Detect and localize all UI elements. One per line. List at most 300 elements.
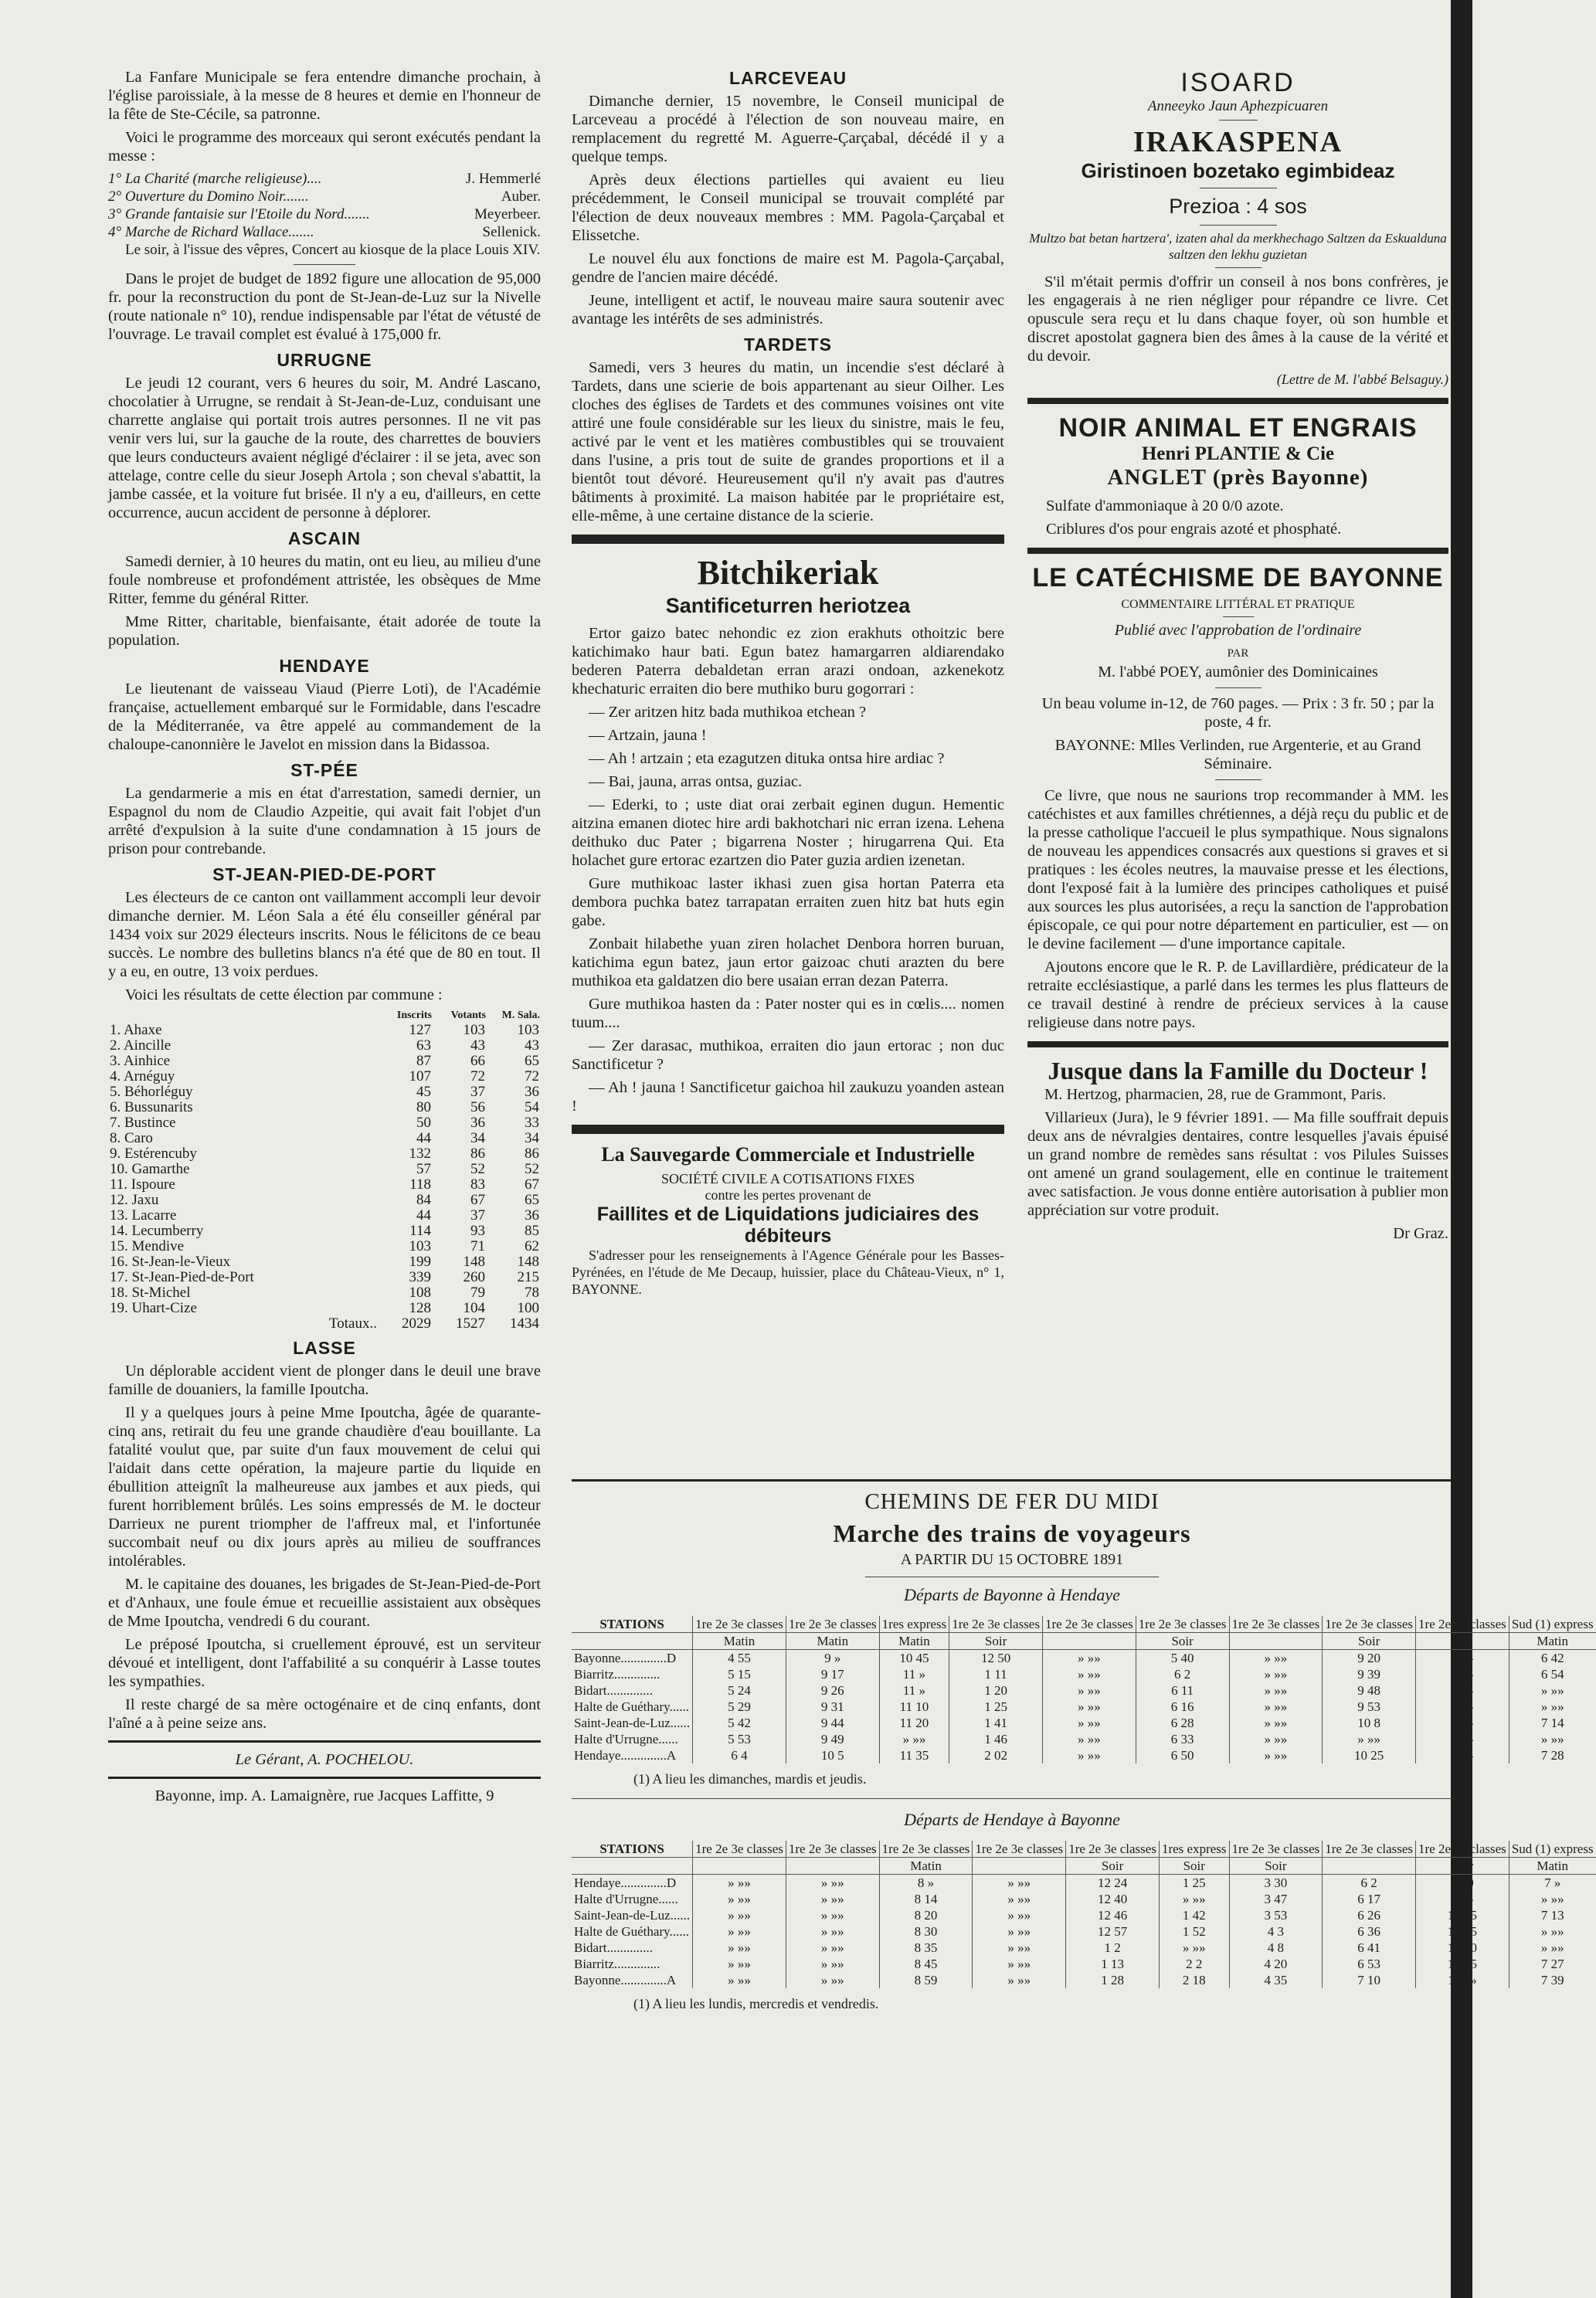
departure-time: 8 14	[879, 1891, 973, 1907]
heading-hendaye: HENDAYE	[279, 656, 370, 676]
departure-time: 6 4	[693, 1747, 786, 1763]
vote-count: 56	[470, 1099, 485, 1115]
larceveau-paragraph: Le nouvel élu aux fonctions de maire est M. Pagola-Çarçabal, gendre de l'ancien maire décédé.	[572, 250, 1004, 286]
story-paragraph: — Bai, jauna, arras ontsa, guziac.	[589, 773, 803, 790]
departure-time: » »»	[1042, 1699, 1136, 1715]
plantie-heading: Henri PLANTIE & Cie	[1141, 443, 1335, 464]
station-name: Halte de Guéthary......	[574, 1699, 690, 1714]
departure-time: 9 17	[786, 1666, 879, 1682]
departure-time: 7 14	[1509, 1715, 1595, 1731]
vote-count: 43	[470, 1037, 485, 1054]
vote-count: 84	[416, 1192, 431, 1208]
departure-time: 6 53	[1323, 1956, 1416, 1972]
departure-time: » »»	[1416, 1666, 1509, 1682]
departure-time: » »»	[693, 1907, 786, 1923]
departure-time: 5 29	[693, 1699, 786, 1715]
departure-time: » »»	[973, 1907, 1066, 1923]
hertzog-paragraph: Villarieux (Jura), le 9 février 1891. — Ma fille souffrait depuis deux ans de névralgies dentaires, contre lesquelles j'avais épuisé un grand nombre de remèdes sans résultat : vos Pilules Suisses ont amené un grand soulagement, elle en continue le traitement avec satisfaction. Je vous donne entière autorisation à publier mon appréciation sur votre produit.	[1027, 1109, 1448, 1219]
departure-time: » »»	[1229, 1715, 1323, 1731]
vote-count: 66	[470, 1053, 485, 1069]
departure-time: » »»	[973, 1891, 1066, 1907]
budget-paragraph: Dans le projet de budget de 1892 figure une allocation de 95,000 fr. pour la reconstruction du pont de St-Jean-de-Luz sur la Nivelle (route nationale n° 10), rendue indispensable par l'état de vétusté de l'ouvrage. Le travail complet est évalué à 175,000 fr.	[108, 270, 541, 343]
vote-count: 103	[463, 1022, 485, 1038]
departure-time: » »»	[1323, 1731, 1416, 1747]
footnote: (1) A lieu les dimanches, mardis et jeudis.	[633, 1771, 867, 1787]
commune-name: 7. Bustince	[110, 1115, 176, 1131]
schedule-period: Matin	[693, 1633, 786, 1650]
departure-time: 2 2	[1159, 1956, 1229, 1972]
departure-time: 1 46	[949, 1731, 1043, 1747]
commune-name: 16. St-Jean-le-Vieux	[110, 1254, 231, 1270]
departure-time: » »»	[1229, 1699, 1323, 1715]
vote-count: 199	[409, 1254, 431, 1270]
departure-time: 5 24	[693, 1682, 786, 1699]
trains-title: CHEMINS DE FER DU MIDI	[864, 1489, 1160, 1514]
schedule-header: 1re 2e 3e classes	[1416, 1841, 1509, 1858]
lasse-paragraph: M. le capitaine des douanes, les brigades de St-Jean-Pied-de-Port et d'Anhaux, une foule émue et recueillie assistaient aux obsèques de Mme Ipoutcha, vendredi 6 du courant.	[108, 1576, 541, 1630]
schedule-period: Matin	[879, 1633, 949, 1650]
schedule-period	[786, 1858, 879, 1875]
par-line: PAR	[1227, 647, 1249, 660]
divider	[572, 1125, 1004, 1134]
schedule-row	[572, 1956, 1596, 1972]
story-paragraph: — Artzain, jauna !	[589, 727, 707, 744]
departure-time: 6 41	[1323, 1940, 1416, 1956]
bitchikeriak-subtitle: Santificeturren heriotzea	[665, 594, 911, 617]
commune-name: 13. Lacarre	[110, 1207, 177, 1224]
vote-count: 87	[416, 1053, 431, 1069]
departure-time: 7 28	[1509, 1747, 1595, 1763]
station-name: Halte d'Urrugne......	[574, 1892, 678, 1906]
bayonne-vente-line: BAYONNE: Mlles Verlinden, rue Argenterie, et au Grand Séminaire.	[1054, 737, 1421, 772]
vote-count: 36	[525, 1084, 539, 1100]
catechisme-paragraph: Ce livre, que nous ne saurions trop recommander à MM. les catéchistes et aux familles chrétiennes, a déjà reçu du public et de la presse catholique l'accueil le plus sympathique. Nous signalons de nouveau les appendices consacrés aux questions si graves et si pratiques : les écoles neutres, la mauvaise presse et les élections, dont l'exposé fait à la lumière des principes catholiques et puisé aux sources les plus autorisées, a reçu la sanction de l'approbation épiscopale, ce qui pour notre département en particulier, est — on le devine facilement — d'une importance capitale.	[1027, 787, 1448, 952]
departure-time: » »»	[1042, 1666, 1136, 1682]
departure-time: » »»	[693, 1940, 786, 1956]
departure-time: 10 25	[1416, 1923, 1509, 1940]
schedule-header: 1re 2e 3e classes	[1229, 1841, 1323, 1858]
graz-signature: Dr Graz.	[1393, 1225, 1448, 1242]
departure-time: » »»	[1042, 1682, 1136, 1699]
departure-time: 9 »	[786, 1650, 879, 1667]
departure-time: 1 25	[1159, 1875, 1229, 1892]
vote-count: 128	[409, 1300, 431, 1316]
schedule-header: 1re 2e 3e classes	[1323, 1841, 1416, 1858]
vote-count: 148	[463, 1254, 485, 1270]
schedule-header: 1re 2e 3e classes	[1229, 1616, 1323, 1633]
departures-bayonne-table	[572, 1616, 1596, 1763]
departure-time: 1 52	[1159, 1923, 1229, 1940]
programme-item: 2° Ouverture du Domino Noir....... Auber.	[108, 188, 541, 205]
station-name: Saint-Jean-de-Luz......	[574, 1908, 691, 1923]
catechisme-subtitle: COMMENTAIRE LITTÉRAL ET PRATIQUE	[1121, 598, 1355, 611]
concert-note: Le soir, à l'issue des vêpres, Concert au kiosque de la place Louis XIV.	[125, 242, 541, 258]
schedule-period: Soir	[949, 1633, 1043, 1650]
departure-time: » »»	[693, 1923, 786, 1940]
departure-time: 7 39	[1509, 1972, 1595, 1988]
schedule-row	[572, 1747, 1596, 1763]
commune-name: 6. Bussunarits	[110, 1099, 193, 1115]
story-paragraph: — Zer darasac, muthikoa, erraiten dio jaun ertorac ; non duc Sanctificetur ?	[572, 1037, 1004, 1073]
departure-time: 8 20	[879, 1907, 973, 1923]
catechisme-paragraph: Ajoutons encore que le R. P. de Lavillardière, prédicateur de la retraite ecclésiastique, a parlé dans les termes les plus flatteurs de ce travail destiné à rendre de précieux services à la cause religieuse dans notre pays.	[1027, 959, 1448, 1031]
departure-time: 6 11	[1136, 1682, 1229, 1699]
departure-time: » »»	[1229, 1731, 1323, 1747]
lasse-paragraph: Un déplorable accident vient de plonger dans le deuil une brave famille de douaniers, la famille Ipoutcha.	[108, 1363, 541, 1398]
departure-time: 10 30	[1416, 1940, 1509, 1956]
station-name: Halte de Guéthary......	[574, 1924, 690, 1939]
column-left	[108, 68, 541, 1810]
schedule-header: Sud (1) express	[1509, 1616, 1595, 1633]
st-jean-paragraph: Voici les résultats de cette élection par commune :	[125, 986, 443, 1003]
departure-time: 12 40	[1066, 1891, 1160, 1907]
divider	[572, 1479, 1452, 1482]
departure-time: 9 50	[1416, 1875, 1509, 1892]
departure-time: 12 57	[1066, 1923, 1160, 1940]
schedule-row	[572, 1650, 1596, 1667]
departure-time: 7 27	[1509, 1956, 1595, 1972]
departure-time: 9 49	[786, 1731, 879, 1747]
story-paragraph: — Ederki, to ; uste diat orai zerbait eginen dugun. Hementic aitzina emanen diotec hire ardi bakhotchari nic erran izena. Lehena deithuko duc Pater ; bigarrena Noster ; hirugarrena Qui. Eta holachet gure ertorac ezartzen dio Pater guzia ardien izenetan.	[572, 796, 1004, 869]
commune-name: 8. Caro	[110, 1130, 153, 1146]
programme-item: 1° La Charité (marche religieuse).... J. Hemmerlé	[108, 171, 541, 187]
departure-time: » »»	[786, 1875, 879, 1892]
vote-count: 36	[525, 1207, 539, 1224]
vote-count: 260	[463, 1269, 485, 1285]
schedule-period	[572, 1633, 693, 1650]
vote-count: 107	[409, 1068, 431, 1085]
votes-row	[108, 1177, 541, 1193]
criblures-line: Criblures d'os pour engrais azoté et phosphaté.	[1046, 521, 1342, 538]
multzo-note: Multzo bat betan hartzera', izaten ahal da merkhechago Saltzen da Eskualduna saltzen den lekhu guzietan	[1029, 231, 1447, 262]
heading-tardets: TARDETS	[744, 334, 832, 355]
commune-name: 12. Jaxu	[110, 1192, 159, 1208]
schedule-header: 1re 2e 3e classes	[1066, 1841, 1160, 1858]
departure-time: 5 42	[693, 1715, 786, 1731]
commune-name: 19. Uhart-Cize	[110, 1300, 197, 1316]
divider	[1219, 120, 1258, 121]
sauvegarde-subtitle: SOCIÉTÉ CIVILE A COTISATIONS FIXES	[660, 1171, 915, 1186]
sauvegarde-headline: Faillites et de Liquidations judiciaires des débiteurs	[596, 1203, 980, 1247]
vote-count: 34	[525, 1130, 539, 1146]
votes-row	[108, 1023, 541, 1038]
vote-count: 71	[470, 1238, 485, 1254]
commune-name: 17. St-Jean-Pied-de-Port	[110, 1269, 254, 1285]
votes-row	[108, 1069, 541, 1085]
departure-time: 6 42	[1509, 1650, 1595, 1667]
departure-time: 11 »	[879, 1666, 949, 1682]
departure-time: 11 »»	[1416, 1972, 1509, 1988]
urrugne-paragraph: Le jeudi 12 courant, vers 6 heures du soir, M. André Lascano, chocolatier à Urrugne, se rendait à St-Jean-de-Luz, conduisant une charrette anglaise qui portait trois autres personnes. Il ne vit pas venir vers lui, sur la gauche de la route, des charrettes de bouviers que leurs conducteurs avaient négligé d'éclairer : il se jeta, avec son attelage, contre celle du sieur Joseph Artola ; son cheval s'abattit, la jambe cassée, et la voiture fut brisée. Il n'y a eu, d'ailleurs, en cette occurrence, aucun accident de personne à déplorer.	[108, 375, 541, 521]
lettre-signature: (Lettre de M. l'abbé Belsaguy.)	[1276, 372, 1448, 387]
commune-name: 1. Ahaxe	[110, 1022, 162, 1038]
departure-time: 1 2	[1066, 1940, 1160, 1956]
heading-larceveau: LARCEVEAU	[728, 68, 847, 88]
votes-row	[108, 1285, 541, 1301]
departure-time: » »»	[973, 1875, 1066, 1892]
vote-count: 43	[525, 1037, 539, 1054]
votes-header: M. Sala.	[501, 1010, 540, 1021]
station-name: Bidart..............	[574, 1940, 653, 1955]
schedule-period	[693, 1858, 786, 1875]
story-paragraph: — Zer aritzen hitz bada muthikoa etchean ?	[589, 704, 867, 721]
schedule-period	[1229, 1633, 1323, 1650]
departure-time: 1 42	[1159, 1907, 1229, 1923]
votes-row	[108, 1100, 541, 1115]
departure-time: 6 28	[1136, 1715, 1229, 1731]
departure-time: » »»	[1042, 1715, 1136, 1731]
votes-row	[108, 1193, 541, 1208]
departure-time: » »»	[1229, 1747, 1323, 1763]
departure-time: 2 18	[1159, 1972, 1229, 1988]
departure-time: 10 45	[879, 1650, 949, 1667]
divider	[1215, 687, 1262, 688]
vote-count: 44	[416, 1207, 431, 1224]
departure-time: 8 45	[879, 1956, 973, 1972]
vote-count: 78	[525, 1285, 539, 1301]
votes-row	[108, 1038, 541, 1054]
hertzog-line: M. Hertzog, pharmacien, 28, rue de Grammont, Paris.	[1044, 1086, 1387, 1103]
column-middle	[572, 68, 1004, 1302]
lasse-paragraph: Il y a quelques jours à peine Mme Ipoutcha, âgée de quarante-cinq ans, retirait du feu une grande chaudière d'eau bouillante. La fatalité voulut que, par suite d'un faux mouvement de celui qui l'aidait dans cette opération, la majeure partie du liquide en ébullition atteignît la malheureuse aux jambes et aux pieds, qui furent horriblement brûlés. Les soins empressés de M. le docteur Darrieux ne purent triompher de l'affreux mal, et l'infortunée succombait neuf ou dix jours après au milieu de souffrances intolérables.	[108, 1404, 541, 1570]
departure-time: 4 3	[1229, 1923, 1323, 1940]
departure-time: 9 39	[1323, 1666, 1416, 1682]
schedule-header: 1re 2e 3e classes	[1042, 1616, 1136, 1633]
vote-count: 37	[470, 1207, 485, 1224]
departure-time: 3 47	[1229, 1891, 1323, 1907]
story-paragraph: — Ah ! artzain ; eta ezagutzen dituka ontsa hire ardiac ?	[589, 750, 945, 767]
train-schedule	[572, 1471, 1594, 2012]
schedule-row	[572, 1891, 1596, 1907]
schedule-period: Matin	[879, 1858, 973, 1875]
departure-time: 6 2	[1136, 1666, 1229, 1682]
station-name: Bayonne..............D	[574, 1651, 677, 1665]
vote-count: 79	[470, 1285, 485, 1301]
departure-time: » »»	[1229, 1666, 1323, 1682]
departure-time: 8 »	[879, 1875, 973, 1892]
heading-st-pee: ST-PÉE	[290, 760, 358, 780]
schedule-row	[572, 1731, 1596, 1747]
votes-row	[108, 1254, 541, 1270]
gerant-line: Le Gérant, A. POCHELOU.	[235, 1751, 414, 1768]
vote-count: 148	[517, 1254, 539, 1270]
lasse-paragraph: Le préposé Ipoutcha, si cruellement éprouvé, est un serviteur dévoué et intelligent, dont l'affabilité a su conquérir à Lasse toutes les sympathies.	[108, 1636, 541, 1690]
commune-name: 15. Mendive	[110, 1238, 185, 1254]
departure-time: 1 28	[1066, 1972, 1160, 1988]
commune-name: 11. Ispoure	[110, 1176, 175, 1193]
departure-time: » »»	[1159, 1940, 1229, 1956]
departure-time: » »»	[786, 1923, 879, 1940]
station-name: Bayonne..............A	[574, 1973, 677, 1987]
schedule-period	[1323, 1858, 1416, 1875]
divider	[1027, 548, 1448, 554]
votes-header: Inscrits	[396, 1010, 432, 1021]
departure-time: 4 20	[1229, 1956, 1323, 1972]
commune-name: 18. St-Michel	[110, 1285, 191, 1301]
commune-name: 4. Arnéguy	[110, 1068, 175, 1085]
conseil-paragraph: S'il m'était permis d'offrir un conseil à nos bons confrères, je les engagerais à ne rien négliger pour répandre ce livre. Cet opuscule sera reçu et lu dans chaque foyer, où son humble et discret apostolat gagnera bien des âmes à la cause de la vérité et du devoir.	[1027, 273, 1448, 365]
departure-time: » »»	[693, 1875, 786, 1892]
larceveau-paragraph: Dimanche dernier, 15 novembre, le Conseil municipal de Larceveau a procédé à l'élection de son nouveau maire, en remplacement du regretté M. Aguerre-Çarçabal, décédé il y a quelque temps.	[572, 93, 1004, 165]
votes-header-row	[108, 1009, 541, 1023]
vote-count: 34	[470, 1130, 485, 1146]
departure-time: 9 44	[786, 1715, 879, 1731]
schedule-header: 1re 2e 3e classes	[693, 1616, 786, 1633]
isoard-heading: ISOARD	[1180, 68, 1295, 97]
departure-time: » »»	[1509, 1699, 1595, 1715]
departure-time: 8 30	[879, 1923, 973, 1940]
departure-time: » »»	[786, 1956, 879, 1972]
schedule-period	[973, 1858, 1066, 1875]
departure-time: 5 53	[693, 1731, 786, 1747]
divider	[108, 1740, 541, 1743]
vote-count: 44	[416, 1130, 431, 1146]
schedule-period: Soir	[1416, 1858, 1509, 1875]
departure-time: » »»	[1416, 1731, 1509, 1747]
departure-time: 9 26	[786, 1682, 879, 1699]
story-paragraph: Gure muthikoa hasten da : Pater noster qui es in cœlis.... nomen tuum....	[572, 996, 1004, 1031]
ascain-paragraph: Mme Ritter, charitable, bienfaisante, était adorée de toute la population.	[108, 613, 541, 649]
departure-time: 6 54	[1509, 1666, 1595, 1682]
noir-animal-heading: NOIR ANIMAL ET ENGRAIS	[1058, 413, 1418, 443]
divider	[1200, 225, 1277, 226]
departure-time: 3 53	[1229, 1907, 1323, 1923]
departure-time: 6 26	[1323, 1907, 1416, 1923]
schedule-header: 1re 2e 3e classes	[949, 1616, 1043, 1633]
votes-row	[108, 1224, 541, 1239]
departure-time: 10 15	[1416, 1907, 1509, 1923]
votes-row	[108, 1162, 541, 1177]
prezioa-price: Prezioa : 4 sos	[1169, 195, 1307, 218]
schedule-row	[572, 1923, 1596, 1940]
vote-count: 33	[525, 1115, 539, 1131]
vote-count: 63	[416, 1037, 431, 1054]
departure-time: » »»	[1509, 1682, 1595, 1699]
schedule-header: 1re 2e 3e classes	[1136, 1616, 1229, 1633]
vote-count: 104	[463, 1300, 485, 1316]
votes-table	[108, 1009, 541, 1332]
departure-time: 11 10	[879, 1699, 949, 1715]
departure-time: 6 36	[1323, 1923, 1416, 1940]
divider	[572, 1798, 1452, 1799]
departure-time: 4 8	[1229, 1940, 1323, 1956]
departure-time: 9 20	[1323, 1650, 1416, 1667]
departure-time: 12 24	[1066, 1875, 1160, 1892]
bitchikeriak-title: Bitchikeriak	[697, 554, 879, 592]
schedule-period: Soir	[1229, 1858, 1323, 1875]
schedule-period	[1416, 1633, 1509, 1650]
schedule-period: Soir	[1136, 1633, 1229, 1650]
votes-header: Votants	[450, 1010, 486, 1021]
larceveau-paragraph: Jeune, intelligent et actif, le nouveau maire saura soutenir avec avantage les intérêts de ses administrés.	[572, 292, 1004, 328]
st-pee-paragraph: La gendarmerie a mis en état d'arrestation, samedi dernier, un Espagnol du nom de Claudio Azpeitie, qui avait fait l'objet d'un arrêté d'expulsion à la suite d'une condamnation à 15 jours de prison pour contrebande.	[108, 785, 541, 857]
sulfate-line: Sulfate d'ammoniaque à 20 0/0 azote.	[1046, 497, 1284, 514]
schedule-period	[1042, 1633, 1136, 1650]
station-name: Halte d'Urrugne......	[574, 1732, 678, 1746]
catechisme-heading: LE CATÉCHISME DE BAYONNE	[1032, 563, 1444, 592]
divider	[1223, 616, 1254, 617]
tardets-paragraph: Samedi, vers 3 heures du matin, un incendie s'est déclaré à Tardets, dans une scierie de bois appartenant au sieur Oilher. Les cloches des églises de Tardets et des communes voisines ont vite attiré une foule considérable sur les lieux du sinistre, mais le feu, activé par le vent et les matières combustibles qui se trouvaient dans l'usine, a pris tout de suite de grandes proportions et il a bientôt tout dévoré. Heureusement qu'il n'y avait pas d'autres bâtiments à proximité. La maison habitée par le propriétaire est, elle-même, à une certaine distance de la scierie.	[572, 359, 1004, 524]
schedule-header: 1re 2e 3e classes	[879, 1841, 973, 1858]
departure-time: » »»	[1509, 1940, 1595, 1956]
schedule-row	[572, 1666, 1596, 1682]
departure-time: » »»	[973, 1956, 1066, 1972]
programme-item: 4° Marche de Richard Wallace....... Sellenick.	[108, 224, 541, 240]
vote-count: 83	[470, 1176, 485, 1193]
departure-time: 7 »	[1509, 1875, 1595, 1892]
schedule-row	[572, 1699, 1596, 1715]
publie-line: Publié avec l'approbation de l'ordinaire	[1114, 622, 1362, 639]
departure-time: 2 02	[949, 1747, 1043, 1763]
docteur-heading: Jusque dans la Famille du Docteur !	[1048, 1057, 1428, 1085]
sauvegarde-line: contre les pertes provenant de	[705, 1187, 871, 1203]
schedule-header: 1re 2e 3e classes	[973, 1841, 1066, 1858]
commune-name: 14. Lecumberry	[110, 1223, 204, 1239]
poey-line: M. l'abbé POEY, aumônier des Dominicaines	[1098, 664, 1378, 681]
departure-time: 11 »	[879, 1682, 949, 1699]
schedule-header: 1res express	[879, 1616, 949, 1633]
departure-time: » »»	[1416, 1891, 1509, 1907]
departure-time: » »»	[973, 1923, 1066, 1940]
vote-count: 72	[525, 1068, 539, 1085]
schedule-header: 1re 2e 3e classes	[786, 1616, 879, 1633]
schedule-header: STATIONS	[572, 1841, 693, 1858]
departure-time: 1 11	[949, 1666, 1043, 1682]
vote-count: 57	[416, 1161, 431, 1177]
votes-row	[108, 1131, 541, 1146]
vote-count: 93	[470, 1223, 485, 1239]
departure-time: 10 45	[1416, 1956, 1509, 1972]
departure-time: 10 8	[1323, 1715, 1416, 1731]
schedule-header: STATIONS	[572, 1616, 693, 1633]
departure-time: » »»	[1416, 1682, 1509, 1699]
votes-row	[108, 1270, 541, 1285]
hendaye-paragraph: Le lieutenant de vaisseau Viaud (Pierre Loti), de l'Académie française, actuellement embarqué sur le Formidable, dans l'escadre de la Méditerranée, va être appelé au commandement de la chaloupe-canonnière le Javelot en mission dans la Bidassoa.	[108, 681, 541, 753]
station-name: Hendaye..............A	[574, 1748, 677, 1763]
divider	[294, 264, 355, 265]
fanfare-paragraph: La Fanfare Municipale se fera entendre dimanche prochain, à l'église paroissiale, à la messe de 8 heures et demie en l'honneur de la fête de Ste-Cécile, sa patronne.	[108, 69, 541, 123]
schedule-period: Matin	[1509, 1633, 1595, 1650]
departure-time: 4 55	[693, 1650, 786, 1667]
story-paragraph: — Ah ! jauna ! Sanctificetur gaichoa hil zaukuzu yoanden astean !	[572, 1079, 1004, 1115]
vote-count: 103	[409, 1238, 431, 1254]
larceveau-paragraph: Après deux élections partielles qui avaient eu lieu précédemment, le Conseil municipal se trouvait complété par l'élection de deux nouveaux membres : MM. Pagola-Çarçabal et Elissetche.	[572, 171, 1004, 244]
departure-time: » »»	[1509, 1923, 1595, 1940]
schedule-period: Matin	[786, 1633, 879, 1650]
schedule-header: 1re 2e 3e classes	[786, 1841, 879, 1858]
heading-st-jean: ST-JEAN-PIED-DE-PORT	[212, 864, 436, 884]
vote-count: 118	[409, 1176, 431, 1193]
volume-line: Un beau volume in-12, de 760 pages. — Prix : 3 fr. 50 ; par la poste, 4 fr.	[1041, 695, 1435, 731]
departure-time: 1 13	[1066, 1956, 1160, 1972]
vote-count: 50	[416, 1115, 431, 1131]
departure-time: 6 2	[1323, 1875, 1416, 1892]
station-name: Saint-Jean-de-Luz......	[574, 1716, 691, 1730]
departures-bayonne-title: Départs de Bayonne à Hendaye	[904, 1585, 1120, 1604]
commune-name: 10. Gamarthe	[110, 1161, 190, 1177]
commune-name: 2. Aincille	[110, 1037, 171, 1054]
departure-time: 4 35	[1229, 1972, 1323, 1988]
vote-count: 114	[409, 1223, 431, 1239]
divider	[1215, 267, 1262, 268]
schedule-header: 1re 2e 3e classes	[693, 1841, 786, 1858]
programme-intro: Voici le programme des morceaux qui seront exécutés pendant la messe :	[108, 129, 541, 165]
departure-time: » »»	[786, 1972, 879, 1988]
heading-ascain: ASCAIN	[287, 528, 362, 548]
departure-time: 10 25	[1323, 1747, 1416, 1763]
vote-count: 36	[470, 1115, 485, 1131]
vote-count: 100	[517, 1300, 539, 1316]
